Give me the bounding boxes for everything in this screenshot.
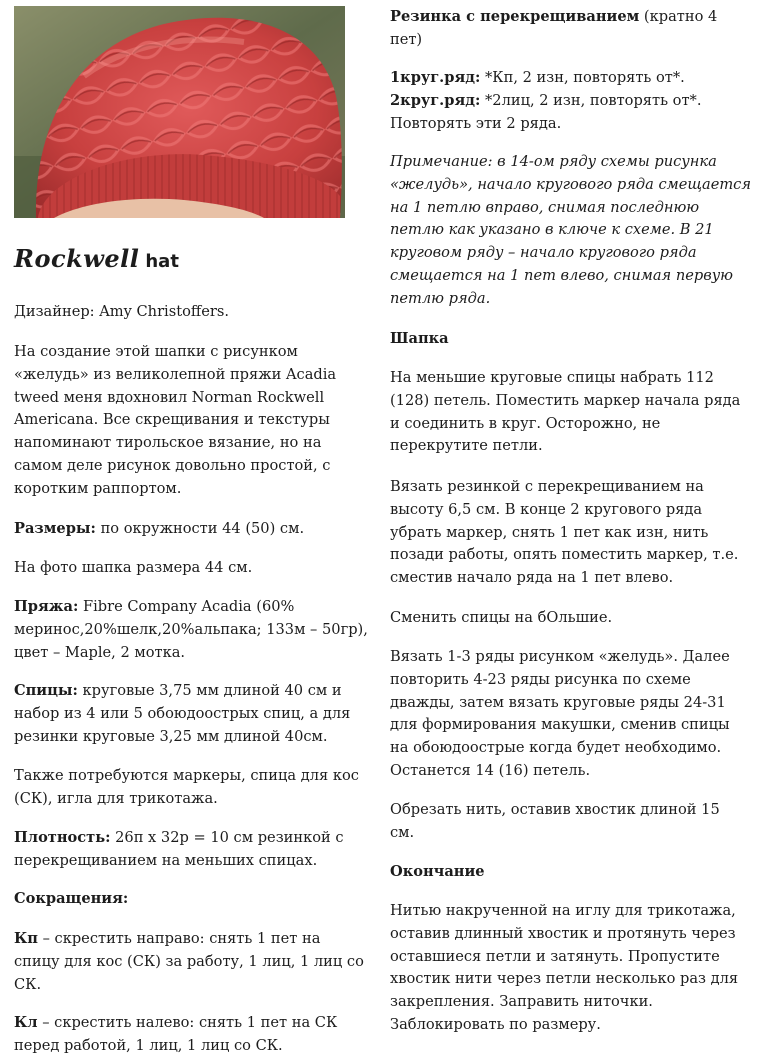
title-script: Rockwell [14, 244, 140, 273]
designer-text: Дизайнер: Amy Christoffers. [14, 303, 229, 320]
photo-note [14, 557, 366, 580]
needles-line: круговые 3,75 мм длиной 40 см и [77, 682, 342, 699]
note-line: петлю ряда. [390, 289, 491, 307]
intro-line: tweed меня вдохновил Norman Rockwell [14, 388, 325, 406]
round2-text: *2лиц, 2 изн, повторять от*. [480, 91, 702, 109]
pattern-paragraph [390, 646, 756, 783]
cut-line: см. [390, 823, 415, 841]
intro-line: Americana. Все скрещивания и текстуры [14, 411, 330, 429]
also-line: (СК), игла для трикотажа. [14, 789, 218, 807]
pattern-line: Останется 14 (16) петель. [390, 761, 591, 779]
kp-line: – скрестить направо: снять 1 пет на [37, 930, 321, 947]
hat-heading [390, 328, 756, 351]
finish-line: оставив длинный хвостик и протянуть через [390, 924, 736, 942]
sizes-label: Размеры: [14, 520, 96, 537]
change-text: Сменить спицы на бОльшие. [390, 609, 613, 626]
round1-label: 1круг.ряд: [390, 69, 481, 86]
knit-rib-paragraph [390, 476, 756, 590]
gauge-label: Плотность: [14, 829, 111, 846]
yarn-label: Пряжа: [14, 598, 79, 615]
rib-heading-cont: пет) [390, 30, 423, 48]
gauge [14, 827, 366, 873]
cast-on-line: На меньшие круговые спицы набрать 112 [390, 369, 714, 386]
kl-line: перед работой, 1 лиц, 1 лиц со СК. [14, 1036, 283, 1054]
abbr-heading-text: Сокращения: [14, 890, 129, 907]
abbreviations-heading [14, 888, 366, 911]
kl-label: Кл [14, 1014, 38, 1031]
pattern-line: дважды, затем вязать круговые ряды 24-31 [390, 693, 726, 711]
needles-line: резинки круговые 3,25 мм длиной 40см. [14, 727, 328, 745]
rib-rounds [390, 67, 756, 135]
pattern-line: Вязать 1-3 ряды рисунком «желудь». Далее [390, 648, 730, 665]
intro-line: самом деле рисунок довольно простой, с [14, 456, 331, 474]
knit-rib-line: высоту 6,5 см. В конце 2 кругового ряда [390, 500, 703, 518]
finish-line: хвостик нити через петли несколько раз для [390, 970, 739, 988]
finish-heading-text: Окончание [390, 863, 485, 880]
finish-paragraph [390, 900, 756, 1037]
designer [14, 301, 366, 324]
kp-label: Кп [14, 930, 38, 947]
also-line: Также потребуются маркеры, спица для кос [14, 767, 359, 784]
hat-photo-illustration [14, 6, 345, 218]
note-paragraph [390, 151, 756, 311]
intro-line: коротким раппортом. [14, 479, 182, 497]
abbr-kl [14, 1012, 366, 1058]
note-line: петлю как указано в ключе к схеме. В 21 [390, 221, 714, 239]
needles [14, 680, 366, 748]
cast-on-line: перекрутите петли. [390, 437, 543, 455]
note-line: Примечание: в 14-ом ряду схемы рисунка [390, 153, 717, 170]
abbr-kp [14, 928, 366, 996]
finish-line: Нитью накрученной на иглу для трикотажа, [390, 902, 736, 919]
gauge-line: 26п х 32р = 10 см резинкой с [110, 829, 344, 846]
cast-on-line: (128) петель. Поместить маркер начала ряда [390, 391, 741, 409]
yarn-line: цвет – Maple, 2 мотка. [14, 643, 186, 661]
rib-heading-bold: Резинка с перекрещиванием [390, 8, 640, 25]
hat-heading-text: Шапка [390, 330, 449, 347]
intro-line: На создание этой шапки с рисунком [14, 343, 298, 360]
needles-label: Спицы: [14, 682, 78, 699]
round1-text: *Кп, 2 изн, повторять от*. [480, 69, 685, 86]
knit-rib-line: сместив начало ряда на 1 пет влево. [390, 569, 674, 587]
sizes-text: по окружности 44 (50) см. [95, 520, 305, 537]
repeat-text: Повторять эти 2 ряда. [390, 114, 562, 132]
pattern-line: на обоюдоострые когда будет необходимо. [390, 739, 722, 757]
change-needles [390, 607, 756, 630]
kp-line: спицу для кос (СК) за работу, 1 лиц, 1 лиц со [14, 952, 364, 970]
finish-line: закрепления. Заправить ниточки. [390, 993, 653, 1011]
cast-on-paragraph [390, 367, 756, 458]
title-plain: hat [145, 251, 179, 272]
knit-rib-line: убрать маркер, снять 1 пет как изн, нить [390, 523, 709, 541]
rib-heading [390, 6, 756, 52]
knit-rib-line: Вязать резинкой с перекрещиванием на [390, 478, 704, 495]
intro-line: «желудь» из великолепной пряжи Acadia [14, 365, 337, 383]
kp-line: СК. [14, 975, 42, 993]
pattern-line: повторить 4-23 ряды рисунка по схеме [390, 670, 691, 688]
sizes [14, 518, 366, 541]
note-line: «желудь», начало кругового ряда смещается [390, 175, 752, 193]
intro-paragraph [14, 341, 366, 501]
yarn [14, 596, 366, 664]
finish-line: оставшиеся петли и затянуть. Пропустите [390, 947, 720, 965]
rib-heading-normal: (кратно 4 [639, 8, 718, 25]
note-line: круговом ряду – начало кругового ряда [390, 244, 697, 262]
knit-rib-line: позади работы, опять поместить маркер, т.е. [390, 546, 739, 564]
note-line: смещается на 1 пет влево, снимая первую [390, 266, 734, 284]
gauge-line: перекрещиванием на меньших спицах. [14, 851, 318, 869]
yarn-line: Fibre Company Acadia (60% [78, 598, 295, 615]
finish-line: Заблокировать по размеру. [390, 1015, 601, 1033]
cut-paragraph [390, 799, 756, 845]
yarn-line: меринос,20%шелк,20%альпака; 133м – 50гр), [14, 620, 368, 638]
cut-line: Обрезать нить, оставив хвостик длиной 15 [390, 801, 720, 818]
kl-line: – скрестить налево: снять 1 пет на СК [37, 1014, 338, 1031]
pattern-title [14, 244, 179, 277]
hat-photo [14, 6, 345, 218]
also-needed [14, 765, 366, 811]
round2-label: 2круг.ряд: [390, 91, 481, 109]
pattern-line: для формирования макушки, сменив спицы [390, 716, 730, 734]
cast-on-line: и соединить в круг. Осторожно, не [390, 414, 661, 432]
photo-note-text: На фото шапка размера 44 см. [14, 559, 253, 576]
intro-line: напоминают тирольское вязание, но на [14, 434, 322, 452]
finish-heading [390, 861, 756, 884]
needles-line: набор из 4 или 5 обоюдоострых спиц, а для [14, 704, 351, 722]
note-line: на 1 петлю вправо, снимая последнюю [390, 198, 700, 216]
